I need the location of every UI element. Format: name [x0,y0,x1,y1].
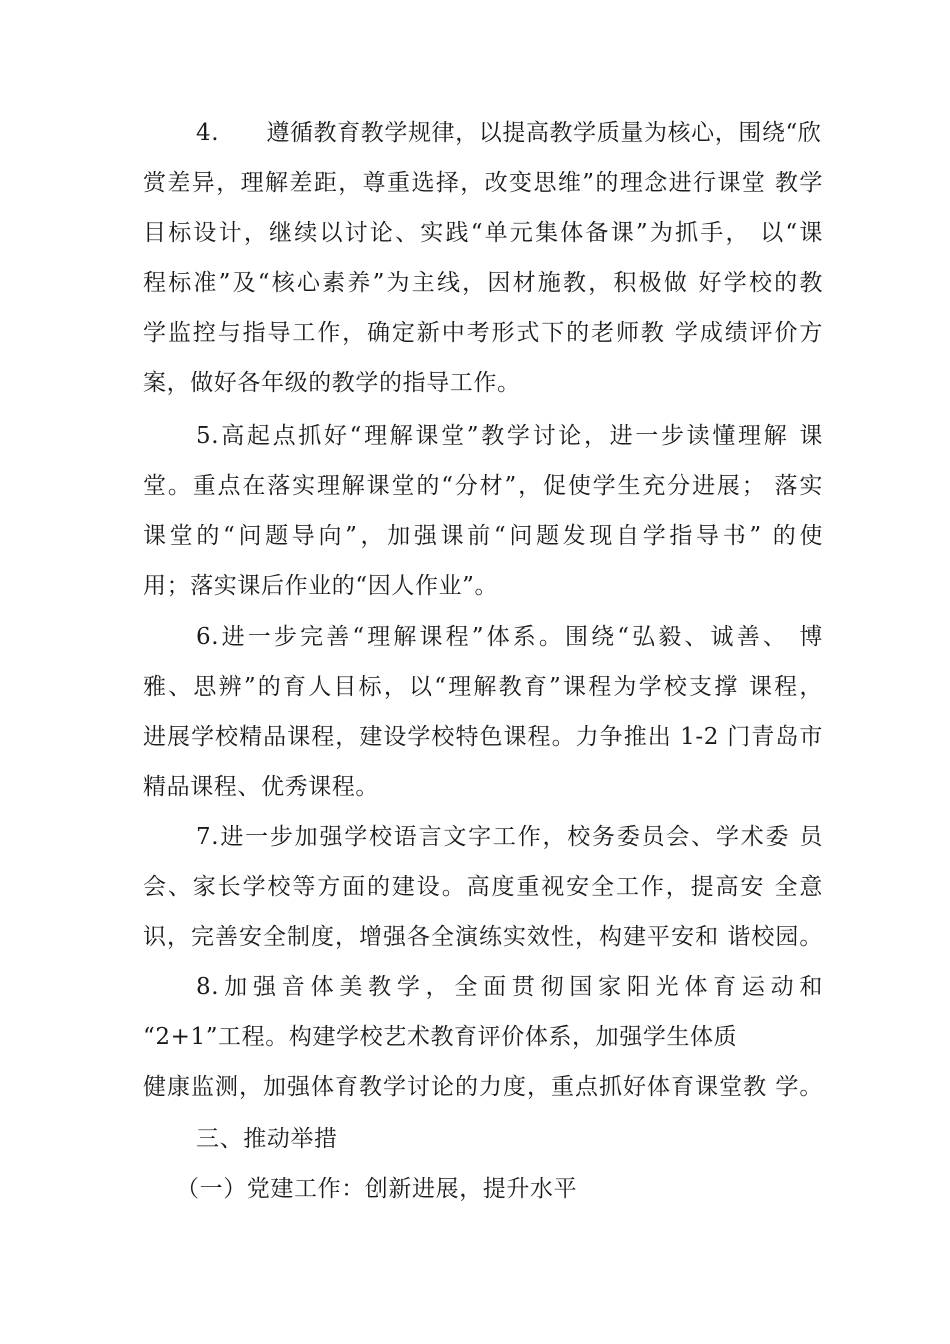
subsection-heading: （一）党建工作：创新进展，提升水平 [176,1176,578,1202]
paragraph-7-line-2: 会、家长学校等方面的建设。高度重视安全工作，提高安 全意 [143,874,823,900]
paragraph-4-line-4: 程标准”及“核心素养”为主线，因材施教，积极做 好学校的教 [143,270,823,296]
paragraph-6-line-1: 6.进一步完善“理解课程”体系。围绕“弘毅、诚善、 博 [196,624,823,650]
paragraph-4-line-5: 学监控与指导工作，确定新中考形式下的老师教 学成绩评价方 [143,320,823,346]
paragraph-6-line-4: 精品课程、优秀课程。 [143,774,379,800]
paragraph-4-line-3: 目标设计，继续以讨论、实践“单元集体备课”为抓手， 以“课 [143,220,823,246]
paragraph-6-line-2: 雅、思辨”的育人目标，以“理解教育”课程为学校支撑 课程， [143,674,823,700]
paragraph-5-line-3: 课堂的“问题导向”，加强课前“问题发现自学指导书” 的使 [143,523,823,549]
paragraph-8-line-1: 8.加强音体美教学，全面贯彻国家阳光体育运动和 [196,974,823,1000]
paragraph-4-line-6: 案，做好各年级的教学的指导工作。 [143,370,521,396]
paragraph-6-line-3: 进展学校精品课程，建设学校特色课程。力争推出 1-2 门青岛市 [143,724,823,750]
paragraph-4-line-1: 4. 遵循教育教学规律，以提高教学质量为核心，围绕“欣 [196,120,822,146]
paragraph-7-line-3: 识，完善安全制度，增强各全演练实效性，构建平安和 谐校园。 [143,924,823,950]
paragraph-8-line-2: “2+1”工程。构建学校艺术教育评价体系，加强学生体质 [143,1024,738,1050]
paragraph-4-line-2: 赏差异，理解差距，尊重选择，改变思维”的理念进行课堂 教学 [143,170,823,196]
paragraph-5-line-2: 堂。重点在落实理解课堂的“分材”，促使学生充分进展； 落实 [143,473,823,499]
paragraph-8-line-3: 健康监测，加强体育教学讨论的力度，重点抓好体育课堂教 学。 [143,1074,823,1100]
paragraph-5-line-4: 用；落实课后作业的“因人作业”。 [143,573,499,599]
paragraph-5-line-1: 5.高起点抓好“理解课堂”教学讨论，进一步读懂理解 课 [196,423,823,449]
paragraph-7-line-1: 7.进一步加强学校语言文字工作，校务委员会、学术委 员 [196,824,823,850]
section-heading: 三、推动举措 [196,1126,338,1152]
